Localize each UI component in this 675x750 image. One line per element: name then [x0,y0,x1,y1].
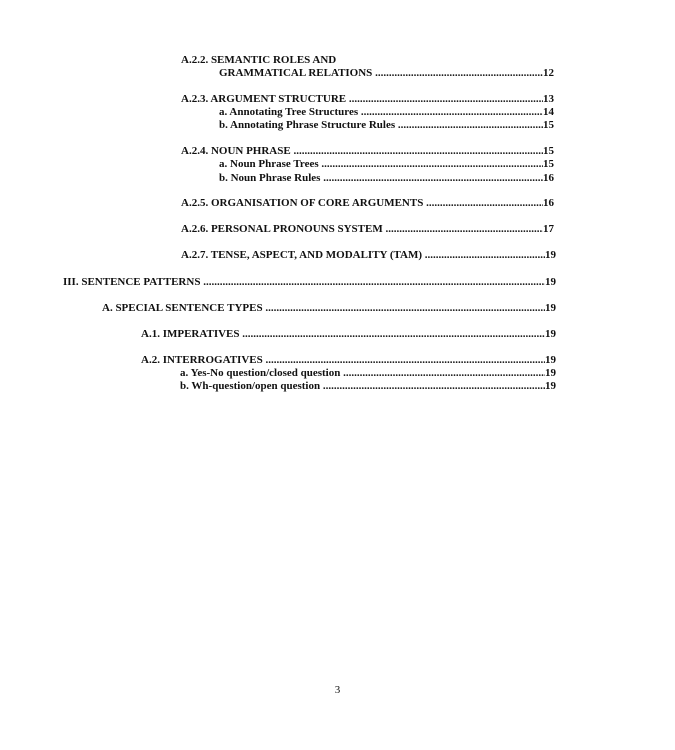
toc-entry-title: A.2.7. TENSE, ASPECT, AND MODALITY (TAM) ..... [181,249,545,262]
toc-entry-page: 15 [543,158,554,170]
toc-entry-title: GRAMMATICAL RELATIONS ..... [219,67,543,80]
toc-entry-a27[interactable] [181,249,556,262]
toc-entry-page: 12 [543,67,554,79]
toc-entry-page: 16 [543,197,554,209]
toc-entry-page: 19 [545,276,556,288]
toc-entry-a22[interactable] [219,67,554,80]
toc-entry-a24a[interactable] [219,158,554,171]
toc-entry-page: 19 [545,249,556,261]
toc-entry-page: 19 [545,380,556,392]
toc-entry-a24[interactable] [181,145,554,158]
toc-entry-page: 17 [543,223,554,235]
toc-entry-title: A.1. IMPERATIVES ..... [141,328,545,341]
toc-entry-title: A.2. INTERROGATIVES ..... [141,354,545,367]
toc-entry-title: b. Noun Phrase Rules ..... [219,172,543,185]
toc-entry-title: A.2.6. PERSONAL PRONOUNS SYSTEM ..... [181,223,543,236]
toc-entry-title: a. Annotating Tree Structures ..... [219,106,543,119]
toc-entry-a23a[interactable] [219,106,554,119]
toc-entry-a23[interactable] [181,93,554,106]
toc-entry-page: 13 [543,93,554,105]
toc-entry-page: 15 [543,119,554,131]
toc-entry-title: III. SENTENCE PATTERNS ..... [63,276,545,289]
toc-entry-page: 19 [545,328,556,340]
toc-entry-a25[interactable] [181,197,554,210]
toc-entry-page: 19 [545,302,556,314]
toc-entry-title: A.2.3. ARGUMENT STRUCTURE ..... [181,93,543,106]
toc-entry-title: b. Annotating Phrase Structure Rules ..... [219,119,543,132]
toc-entry-title: a. Yes-No question/closed question ..... [180,367,545,380]
toc-entry-page: 14 [543,106,554,118]
toc-entry-interrogatives[interactable] [141,354,556,367]
toc-entry-title: A.2.4. NOUN PHRASE ..... [181,145,543,158]
toc-entry-a26[interactable] [181,223,554,236]
toc-entry-imperatives[interactable] [141,328,556,341]
toc-entry-a22-line1: A.2.2. SEMANTIC ROLES AND [181,54,337,66]
toc-entry-page: 15 [543,145,554,157]
toc-entry-title: A.2.5. ORGANISATION OF CORE ARGUMENTS ..... [181,197,543,210]
toc-entry-yes-no[interactable] [180,367,556,380]
toc-entry-a24b[interactable] [219,172,554,185]
toc-entry-page: 16 [543,172,554,184]
toc-entry-title: b. Wh-question/open question ..... [180,380,545,393]
toc-entry-title: a. Noun Phrase Trees ..... [219,158,543,171]
toc-entry-page: 19 [545,354,556,366]
toc-entry-wh-question[interactable] [180,380,556,393]
toc-entry-special-types[interactable] [102,302,556,315]
page-number: 3 [334,684,341,696]
toc-entry-title: A. SPECIAL SENTENCE TYPES ..... [102,302,545,315]
toc-entry-page: 19 [545,367,556,379]
toc-entry-a23b[interactable] [219,119,554,132]
toc-entry-section-iii[interactable] [63,276,556,289]
